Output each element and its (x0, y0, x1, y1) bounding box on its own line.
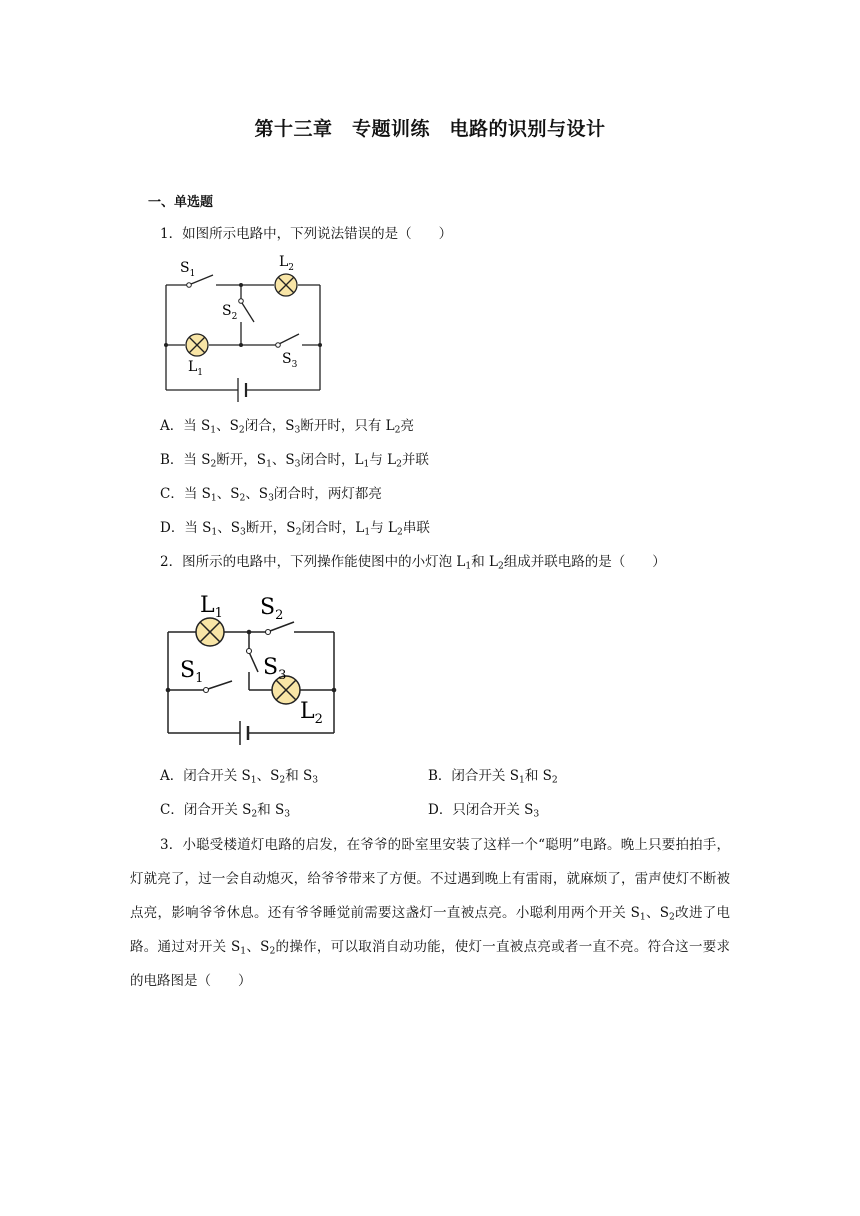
fig2-s2-label: S (260, 595, 276, 620)
lamp-l2-icon (275, 274, 297, 296)
svg-text:L2: $L_2$ (300, 699, 323, 727)
question-1-stem: 1．如图所示电路中，下列说法错误的是（ ） (160, 226, 453, 242)
fig1-s3-label: S (282, 351, 292, 367)
svg-text:S2: $S_2$ (222, 303, 238, 322)
svg-text:S2: $S_2$ (260, 595, 284, 623)
lamp-l1-icon (196, 618, 224, 646)
fig1-s1-label: S (180, 260, 190, 276)
fig1-s2-label: S (222, 303, 232, 319)
page-title: 第十三章 专题训练 电路的识别与设计 (254, 118, 606, 140)
question-3-stem: 3．小聪受楼道灯电路的启发，在爷爷的卧室里安装了这样一个“聪明”电路。晚上只要拍拍手，灯就亮了，过一会自动熄灭，给爷爷带来了方便。不过遇到晚上有雷雨，就麻烦了，雷声使灯不断被点亮，影响爷爷休息。还有爷爷睡觉前需要这盏灯一直被点亮。小聪利用两个开关 $S_1$、$S_2$改进了电路。通过对开关 $S_1$、$S_2$的操作，可以取消自动功能，使灯一直被点亮或者一直不亮。符合这一要求的电路图是（ ） (130, 837, 731, 989)
fig2-s3-label: S (263, 655, 279, 680)
svg-text:S1: $S_1$ (180, 658, 204, 686)
fig1-l2-label: L (279, 254, 289, 270)
fig2-l1-label: L (200, 593, 215, 618)
fig2-s1-label: S (180, 658, 196, 683)
q2-option-b[interactable]: B．闭合开关 $S_1$和 $S_2$ (428, 768, 558, 786)
q2-option-a[interactable]: A．闭合开关 $S_1$、$S_2$和 $S_3$ (160, 768, 319, 786)
circuit-diagram-2 (160, 588, 345, 748)
q2-option-d[interactable]: D．只闭合开关 $S_3$ (428, 802, 540, 820)
svg-text:S1: $S_1$ (180, 260, 196, 279)
circuit-diagram-1 (158, 250, 338, 406)
svg-text:L2: $L_2$ (279, 254, 295, 273)
svg-text:S3: $S_3$ (263, 655, 287, 683)
lamp-l1-icon (186, 334, 208, 356)
svg-text:L1: $L_1$ (188, 359, 204, 378)
fig1-l1-label: L (188, 359, 198, 375)
q1-option-c[interactable]: C．当 $S_1$、$S_2$、$S_3$闭合时，两灯都亮 (160, 486, 382, 504)
svg-text:S3: $S_3$ (282, 351, 298, 370)
section-heading: 一、单选题 (148, 195, 214, 210)
q1-option-a[interactable]: A．当 $S_1$、$S_2$闭合，$S_3$断开时，只有 $L_2$亮 (160, 418, 414, 436)
svg-text:L1: $L_1$ (200, 593, 223, 621)
question-2-stem: 2．图所示的电路中，下列操作能使图中的小灯泡 $L_1$和 $L_2$组成并联电路的是（ ） (160, 554, 666, 572)
q2-option-c[interactable]: C．闭合开关 $S_2$和 $S_3$ (160, 802, 291, 820)
fig2-l2-label: L (300, 699, 315, 724)
q1-option-d[interactable]: D．当 $S_1$、$S_3$断开，$S_2$闭合时，$L_1$与 $L_2$串联 (160, 520, 430, 538)
q1-option-b[interactable]: B．当 $S_2$断开，$S_1$、$S_3$闭合时，$L_1$与 $L_2$并联 (160, 452, 429, 470)
